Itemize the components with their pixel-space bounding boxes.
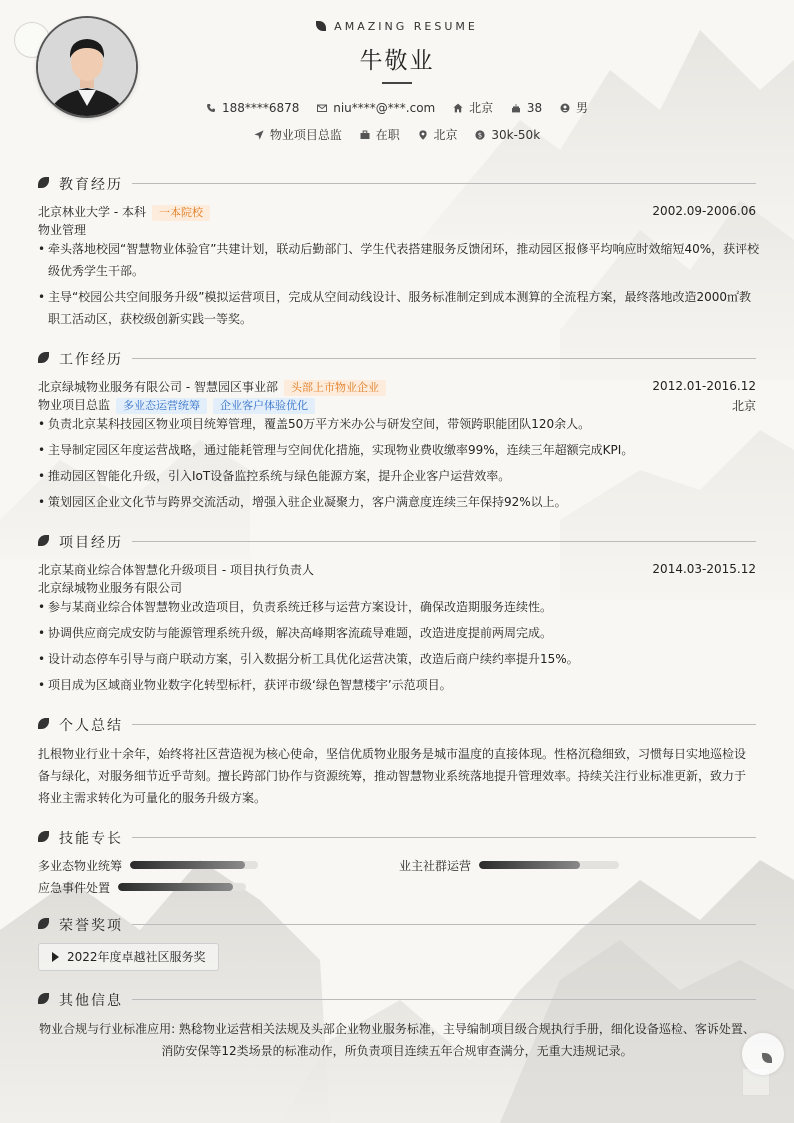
- project-name: 北京某商业综合体智慧化升级项目 - 项目执行负责人: [38, 563, 314, 577]
- list-item: • 协调供应商完成安防与能源管理系统升级，解决高峰期客流疏导难题，改造进度提前两周完成。: [38, 622, 766, 644]
- project-company: 北京绿城物业服务有限公司: [38, 581, 183, 595]
- education-major: 物业管理: [38, 223, 87, 237]
- job-title: 物业项目总监: [38, 398, 111, 412]
- name-underline: [382, 82, 412, 84]
- skill-bar: [479, 861, 619, 869]
- leaf-icon: [38, 352, 49, 363]
- list-item: • 主导制定园区年度运营战略，通过能耗管理与空间优化措施，实现物业费收缴率99%，连续三年超额完成KPI。: [38, 439, 766, 461]
- phone-item: 188****6878: [206, 101, 299, 115]
- company-tag: 头部上市物业企业: [284, 380, 386, 396]
- work-date: 2012.01-2016.12: [652, 379, 756, 393]
- project-date: 2014.03-2015.12: [652, 562, 756, 576]
- work-company-line: [38, 378, 386, 396]
- summary-text: 扎根物业行业十余年，始终将社区营造视为核心使命，坚信优质物业服务是城市温度的直接体现。性格沉稳细致，习惯每日实地巡检设 备与绿化，对服务细节近乎苛刻。擅长跨部门协作与资源统筹，推动智慧物业系统落地提升管理效率。持续关注行业标准更新，致力于 将业主需求转化为可量化的服务升级方案。: [38, 747, 747, 805]
- section-header-honors: 荣誉奖项: [38, 915, 756, 933]
- list-item: • 参与某商业综合体智慧物业改造项目，负责系统迁移与运营方案设计，确保改造期服务连续性。: [38, 596, 766, 618]
- svg-text:$: $: [478, 131, 483, 140]
- location-icon: [418, 130, 428, 140]
- money-icon: [475, 130, 485, 140]
- list-item: • 设计动态停车引导与商户联动方案，引入数据分析工具优化运营决策，改造后商户续约率提升15%。: [38, 648, 766, 670]
- corner-seal-decoration: [742, 1033, 784, 1075]
- list-item: • 推动园区智能化升级，引入IoT设备监控系统与绿色能源方案，提升企业客户运营效率。: [38, 465, 766, 487]
- list-item: • 牵头落地校园“智慧物业体验官”共建计划，联动后勤部门、学生代表搭建服务反馈闭环，推动园区报修平均响应时效缩短40%，获评校 级优秀学生干部。: [38, 238, 766, 282]
- contact-row: [0, 99, 794, 116]
- school-tag: 一本院校: [152, 205, 210, 221]
- education-date: 2002.09-2006.06: [652, 204, 756, 218]
- gender-icon: [560, 103, 570, 113]
- leaf-icon: [38, 535, 49, 546]
- education-school-line: [38, 203, 210, 221]
- phone-icon: [206, 103, 216, 113]
- work-location: 北京: [731, 399, 756, 413]
- send-icon: [254, 130, 264, 140]
- skill-name: 业主社群运营: [399, 859, 472, 873]
- brand-text: AMAZING RESUME: [334, 20, 478, 33]
- list-item: • 项目成为区域商业物业数字化转型标杆，获评市级‘绿色智慧楼宇’示范项目。: [38, 674, 766, 696]
- section-header-education: 教育经历: [38, 174, 756, 192]
- section-divider: [132, 541, 756, 542]
- city-item: 北京: [453, 99, 493, 116]
- leaf-icon: [38, 718, 49, 729]
- list-item: • 策划园区企业文化节与跨界交流活动，增强入驻企业凝聚力，客户满意度连续三年保持92%以上。: [38, 491, 766, 513]
- brand-line: [0, 20, 794, 33]
- section-divider: [132, 999, 756, 1000]
- leaf-icon: [38, 918, 49, 929]
- position-item: 物业项目总监: [254, 126, 342, 143]
- play-icon: [52, 952, 59, 962]
- section-header-other: 其他信息: [38, 990, 756, 1008]
- work-title-line: [38, 396, 315, 414]
- age-item: 38: [511, 101, 542, 115]
- leaf-icon: [38, 177, 49, 188]
- job-intent-row: [0, 126, 794, 143]
- section-divider: [132, 358, 756, 359]
- school-name: 北京林业大学 - 本科: [38, 205, 146, 219]
- company-name: 北京绿城物业服务有限公司 - 智慧园区事业部: [38, 380, 278, 394]
- briefcase-icon: [360, 130, 370, 140]
- leaf-icon: [38, 831, 49, 842]
- award-badge: 2022年度卓越社区服务奖: [38, 943, 219, 971]
- section-divider: [132, 183, 756, 184]
- email-item: niu****@***.com: [317, 101, 435, 115]
- job-tag: 企业客户体验优化: [213, 398, 315, 414]
- section-divider: [132, 837, 756, 838]
- job-tag: 多业态运营统筹: [116, 398, 207, 414]
- section-header-summary: 个人总结: [38, 715, 756, 733]
- skill-name: 多业态物业统筹: [38, 859, 123, 873]
- list-item: • 主导“校园公共空间服务升级”模拟运营项目，完成从空间动线设计、服务标准制定到成本测算的全流程方案，最终落地改造2000㎡教 职工活动区，获校级创新实践一等奖。: [38, 286, 766, 330]
- target-city-item: 北京: [418, 126, 458, 143]
- skill-bar: [118, 883, 246, 891]
- cake-icon: [511, 103, 521, 113]
- section-header-project: 项目经历: [38, 532, 756, 550]
- section-header-skills: 技能专长: [38, 828, 756, 846]
- candidate-name: 牛敬业: [359, 48, 435, 74]
- skill-name: 应急事件处置: [38, 881, 111, 895]
- status-item: 在职: [360, 126, 400, 143]
- leaf-icon: [316, 21, 326, 31]
- salary-item: $ 30k-50k: [475, 128, 540, 142]
- other-info-text: 物业合规与行业标准应用: 熟稔物业运营相关法规及头部企业物业服务标准，主导编制项目级合规执行手册，细化设备巡检、客诉处置、 消防安保等12类场景的标准动作，所负责项目连续五年合规审查满分，无重大违规记录。: [39, 1022, 755, 1058]
- section-divider: [132, 724, 756, 725]
- section-header-work: 工作经历: [38, 349, 756, 367]
- mail-icon: [317, 103, 327, 113]
- home-icon: [453, 103, 463, 113]
- gender-item: 男: [560, 99, 588, 116]
- section-divider: [132, 924, 756, 925]
- leaf-icon: [38, 993, 49, 1004]
- list-item: • 负责北京某科技园区物业项目统筹管理，覆盖50万平方米办公与研发空间，带领跨职能团队120余人。: [38, 413, 766, 435]
- leaf-icon: [762, 1053, 772, 1063]
- skill-bar: [130, 861, 258, 869]
